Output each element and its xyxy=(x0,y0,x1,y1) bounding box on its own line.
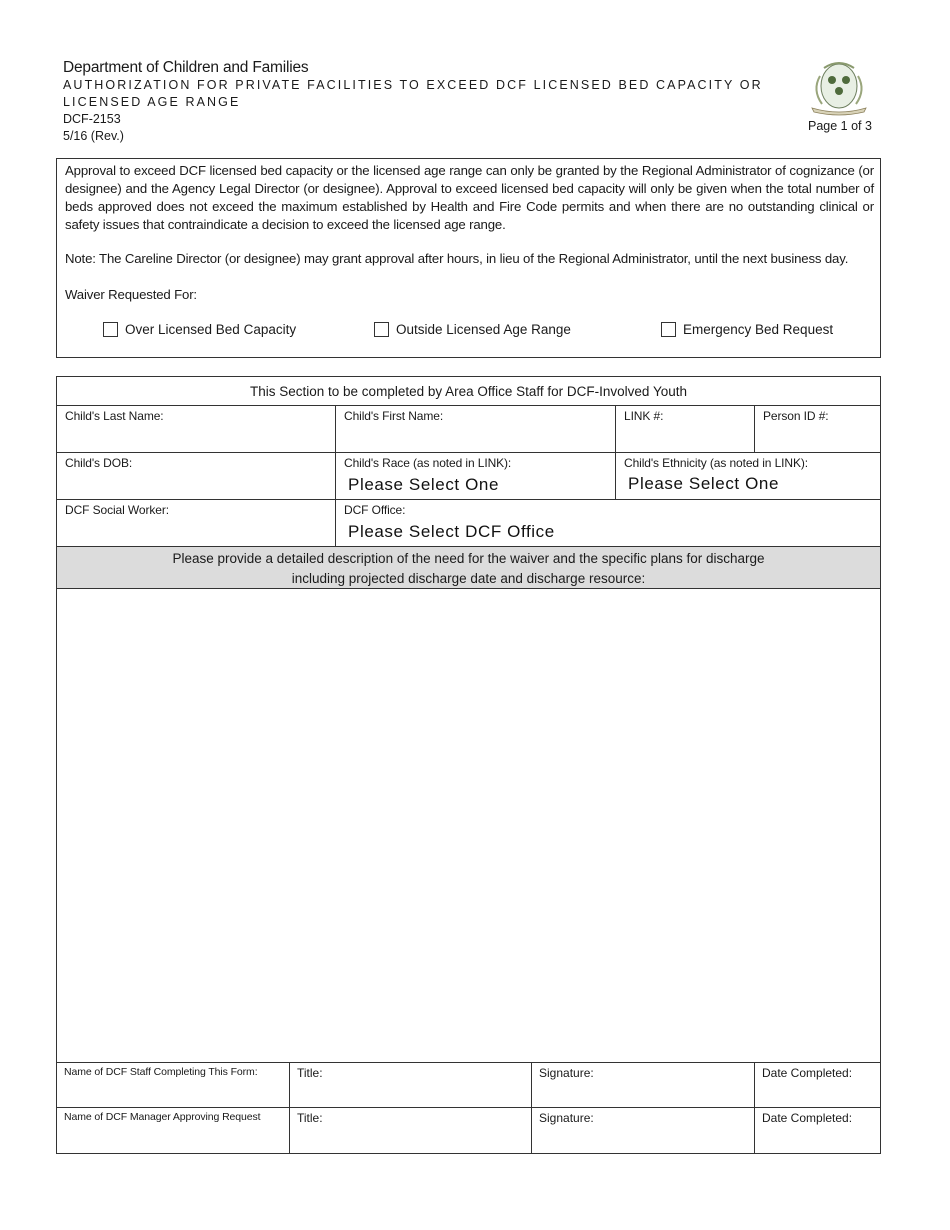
manager-date-label: Date Completed: xyxy=(762,1111,853,1125)
manager-date-field[interactable] xyxy=(755,1108,880,1153)
page-number: Page 1 of 3 xyxy=(808,119,872,133)
staff-name-field[interactable] xyxy=(57,1063,290,1108)
description-heading-line2: including projected discharge date and discharge resource: xyxy=(291,571,646,586)
first-name-field[interactable] xyxy=(336,406,616,453)
social-worker-label: DCF Social Worker: xyxy=(65,503,169,517)
staff-date-field[interactable] xyxy=(755,1063,880,1108)
checkbox-label: Outside Licensed Age Range xyxy=(396,322,571,337)
staff-signature-label: Signature: xyxy=(539,1066,594,1080)
form-header xyxy=(63,58,823,145)
checkbox-label: Emergency Bed Request xyxy=(683,322,834,337)
checkbox-box[interactable] xyxy=(374,322,389,337)
state-seal-icon xyxy=(806,56,872,116)
staff-title-field[interactable] xyxy=(290,1063,532,1108)
staff-date-label: Date Completed: xyxy=(762,1066,853,1080)
social-worker-field[interactable] xyxy=(57,500,336,547)
race-field xyxy=(336,453,616,500)
office-field xyxy=(336,500,880,547)
form-title-line1: AUTHORIZATION FOR PRIVATE FACILITIES TO EXCEED DCF LICENSED BED CAPACITY OR xyxy=(63,78,763,92)
form-number: DCF-2153 xyxy=(63,112,121,126)
intro-paragraph: Approval to exceed DCF licensed bed capacity or the licensed age range can only be granted by the Regional Administrator of cognizance (or designee) and the Agency Legal Director (or designee). Approval to exceed licensed bed capacity will only be given when the total number of beds approved does not exceed the maximum established by Health and Fire Code permits and when there are no outstanding clinical or safety issues that contraindicate a decision to exceed the licensed age range. xyxy=(65,163,874,232)
form-revision: 5/16 (Rev.) xyxy=(63,129,124,143)
description-heading-line1: Please provide a detailed description of the need for the waiver and the specific plans for discharge xyxy=(172,551,765,566)
staff-name-label: Name of DCF Staff Completing This Form: xyxy=(64,1066,258,1078)
checkbox-box[interactable] xyxy=(661,322,676,337)
manager-title-label: Title: xyxy=(297,1111,323,1125)
race-label: Child's Race (as noted in LINK): xyxy=(344,456,512,470)
ethnicity-field xyxy=(616,453,880,500)
manager-name-field[interactable] xyxy=(57,1108,290,1153)
manager-title-field[interactable] xyxy=(290,1108,532,1153)
checkbox-label: Over Licensed Bed Capacity xyxy=(125,322,297,337)
description-textarea[interactable] xyxy=(57,589,880,1063)
note-paragraph: Note: The Careline Director (or designee) may grant approval after hours, in lieu of the Regional Administrator, until the next business day. xyxy=(65,251,849,266)
office-label: DCF Office: xyxy=(344,503,406,517)
manager-signature-label: Signature: xyxy=(539,1111,594,1125)
manager-signature-field[interactable] xyxy=(532,1108,755,1153)
form-title-line2: LICENSED AGE RANGE xyxy=(63,95,241,109)
link-number-label: LINK #: xyxy=(624,409,664,423)
staff-signature-field[interactable] xyxy=(532,1063,755,1108)
checkbox-outside-age-range[interactable] xyxy=(374,322,571,337)
staff-title-label: Title: xyxy=(297,1066,323,1080)
ethnicity-select[interactable]: Please Select One xyxy=(628,474,780,493)
dob-label: Child's DOB: xyxy=(65,456,133,470)
dob-field[interactable] xyxy=(57,453,336,500)
last-name-label: Child's Last Name: xyxy=(65,409,164,423)
waiver-label: Waiver Requested For: xyxy=(65,287,197,302)
race-select[interactable]: Please Select One xyxy=(348,475,500,494)
instructions-box xyxy=(56,158,881,358)
checkbox-emergency-bed[interactable] xyxy=(661,322,833,337)
department-name: Department of Children and Families xyxy=(63,59,309,76)
person-id-label: Person ID #: xyxy=(763,409,829,423)
person-id-field[interactable] xyxy=(755,406,880,453)
link-number-field[interactable] xyxy=(616,406,755,453)
description-heading xyxy=(57,547,880,589)
ethnicity-label: Child's Ethnicity (as noted in LINK): xyxy=(624,456,809,470)
first-name-label: Child's First Name: xyxy=(344,409,444,423)
checkbox-over-bed-capacity[interactable] xyxy=(103,322,296,337)
section-heading: This Section to be completed by Area Office Staff for DCF-Involved Youth xyxy=(57,377,880,406)
manager-name-label: Name of DCF Manager Approving Request xyxy=(64,1111,261,1123)
checkbox-box[interactable] xyxy=(103,322,118,337)
last-name-field[interactable] xyxy=(57,406,336,453)
youth-info-section xyxy=(56,376,881,1154)
office-select[interactable]: Please Select DCF Office xyxy=(348,522,555,541)
